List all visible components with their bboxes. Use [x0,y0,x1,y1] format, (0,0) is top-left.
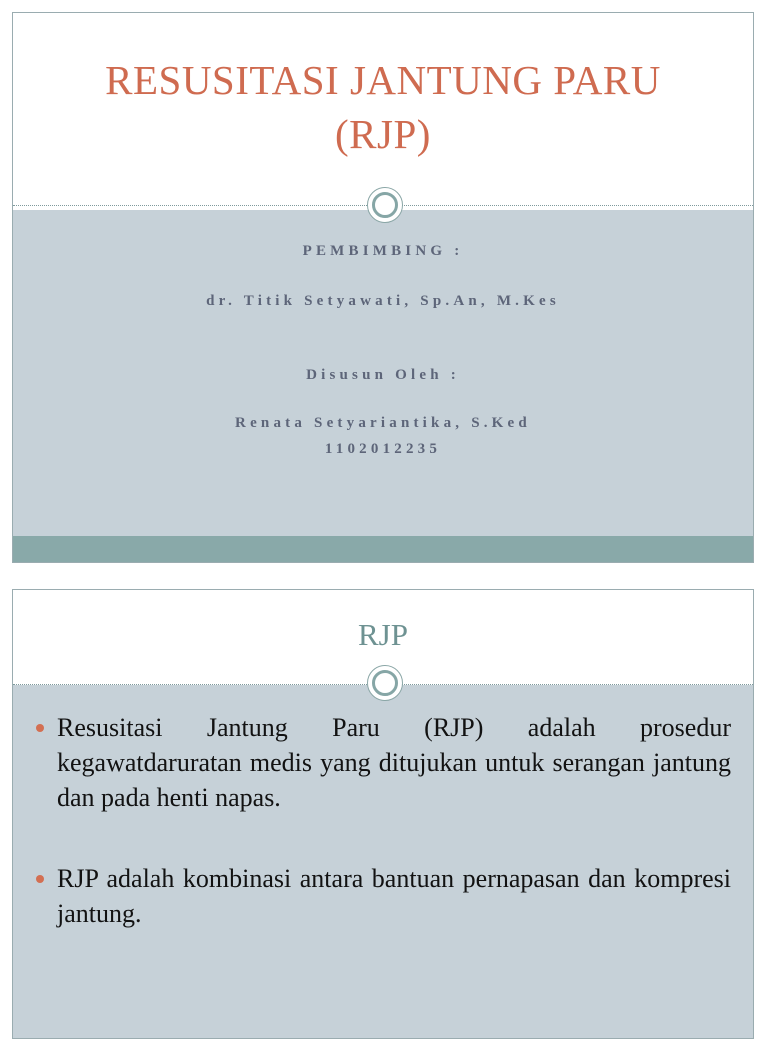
bullet-dot-icon [36,724,44,732]
supervisor-name: dr. Titik Setyawati, Sp.An, M.Kes [206,293,560,309]
bullet-dot-icon [36,875,44,883]
author-id: 1102012235 [324,441,442,457]
slide-title [33,53,733,161]
slide-title: RJP [358,617,408,652]
bullet-list [35,710,731,977]
ring-ornament-icon [367,665,403,701]
title-line-2: (RJP) [335,111,431,157]
author-heading: Disusun Oleh : [306,367,460,383]
list-item [35,861,731,931]
author-name: Renata Setyariantika, S.Ked [235,415,531,431]
ring-ornament-icon [367,187,403,223]
bullet-text: RJP adalah kombinasi antara bantuan pernapasan dan kompresi jantung. [57,864,731,928]
content-slide [12,589,754,1039]
title-slide [12,12,754,563]
bullet-text: Resusitasi Jantung Paru (RJP) adalah prosedur kegawatdaruratan medis yang ditujukan untuk serangan jantung dan pada henti napas. [57,713,731,812]
footer-band [13,536,753,562]
list-item [35,710,731,815]
supervisor-heading: PEMBIMBING : [302,243,464,259]
title-line-1: RESUSITASI JANTUNG PARU [105,57,661,103]
